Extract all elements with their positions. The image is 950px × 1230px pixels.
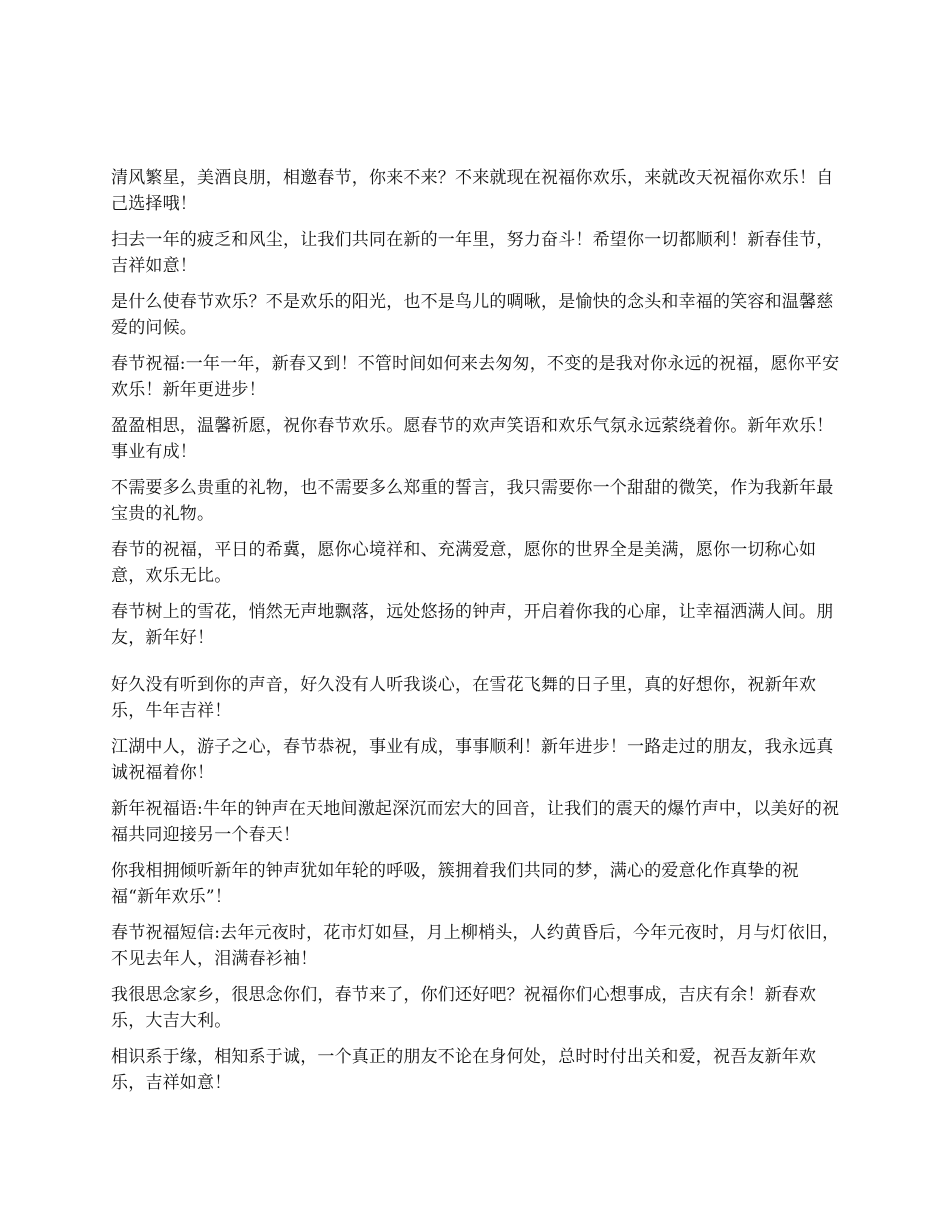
paragraph: 是什么使春节欢乐？不是欢乐的阳光，也不是鸟儿的啁啾，是愉快的念头和幸福的笑容和温馨慈爱的问候。 [111,292,834,338]
paragraph: 不需要多么贵重的礼物，也不需要多么郑重的誓言，我只需要你一个甜甜的微笑，作为我新年最宝贵的礼物。 [111,478,834,524]
greetings-section-1 [111,166,841,662]
paragraph: 春节祝福:一年一年，新春又到！不管时间如何来去匆匆，不变的是我对你永远的祝福，愿你平安欢乐！新年更进步！ [111,354,840,400]
paragraph: 你我相拥倾听新年的钟声犹如年轮的呼吸，簇拥着我们共同的梦，满心的爱意化作真挚的祝福“新年欢乐”！ [111,861,799,907]
paragraph: 江湖中人，游子之心，春节恭祝，事业有成，事事顺利！新年进步！一路走过的朋友，我永远真诚祝福着你！ [111,737,834,783]
paragraph: 清风繁星，美酒良朋，相邀春节，你来不来？不来就现在祝福你欢乐，来就改天祝福你欢乐！自己选择哦！ [111,168,834,214]
greetings-section-2 [111,673,841,1107]
paragraph: 春节树上的雪花，悄然无声地飘落，远处悠扬的钟声，开启着你我的心扉，让幸福洒满人间。朋友，新年好！ [111,602,834,648]
paragraph: 春节祝福短信:去年元夜时，花市灯如昼，月上柳梢头，人约黄昏后，今年元夜时，月与灯依旧，不见去年人，泪满春衫袖！ [111,923,840,969]
paragraph: 春节的祝福，平日的希冀，愿你心境祥和、充满爱意，愿你的世界全是美满，愿你一切称心如意，欢乐无比。 [111,540,817,586]
paragraph: 盈盈相思，温馨祈愿，祝你春节欢乐。愿春节的欢声笑语和欢乐气氛永远萦绕着你。新年欢乐！事业有成！ [111,416,834,462]
paragraph: 新年祝福语:牛年的钟声在天地间激起深沉而宏大的回音，让我们的震天的爆竹声中，以美好的祝福共同迎接另一个春天！ [111,799,840,845]
paragraph: 好久没有听到你的声音，好久没有人听我谈心，在雪花飞舞的日子里，真的好想你，祝新年欢乐，牛年吉祥！ [111,675,817,721]
paragraph: 我很思念家乡，很思念你们，春节来了，你们还好吧？祝福你们心想事成，吉庆有余！新春欢乐，大吉大利。 [111,985,817,1031]
paragraph: 扫去一年的疲乏和风尘，让我们共同在新的一年里，努力奋斗！希望你一切都顺利！新春佳节，吉祥如意！ [111,230,834,276]
paragraph: 相识系于缘，相知系于诚，一个真正的朋友不论在身何处，总时时付出关和爱，祝吾友新年欢乐，吉祥如意！ [111,1047,817,1093]
